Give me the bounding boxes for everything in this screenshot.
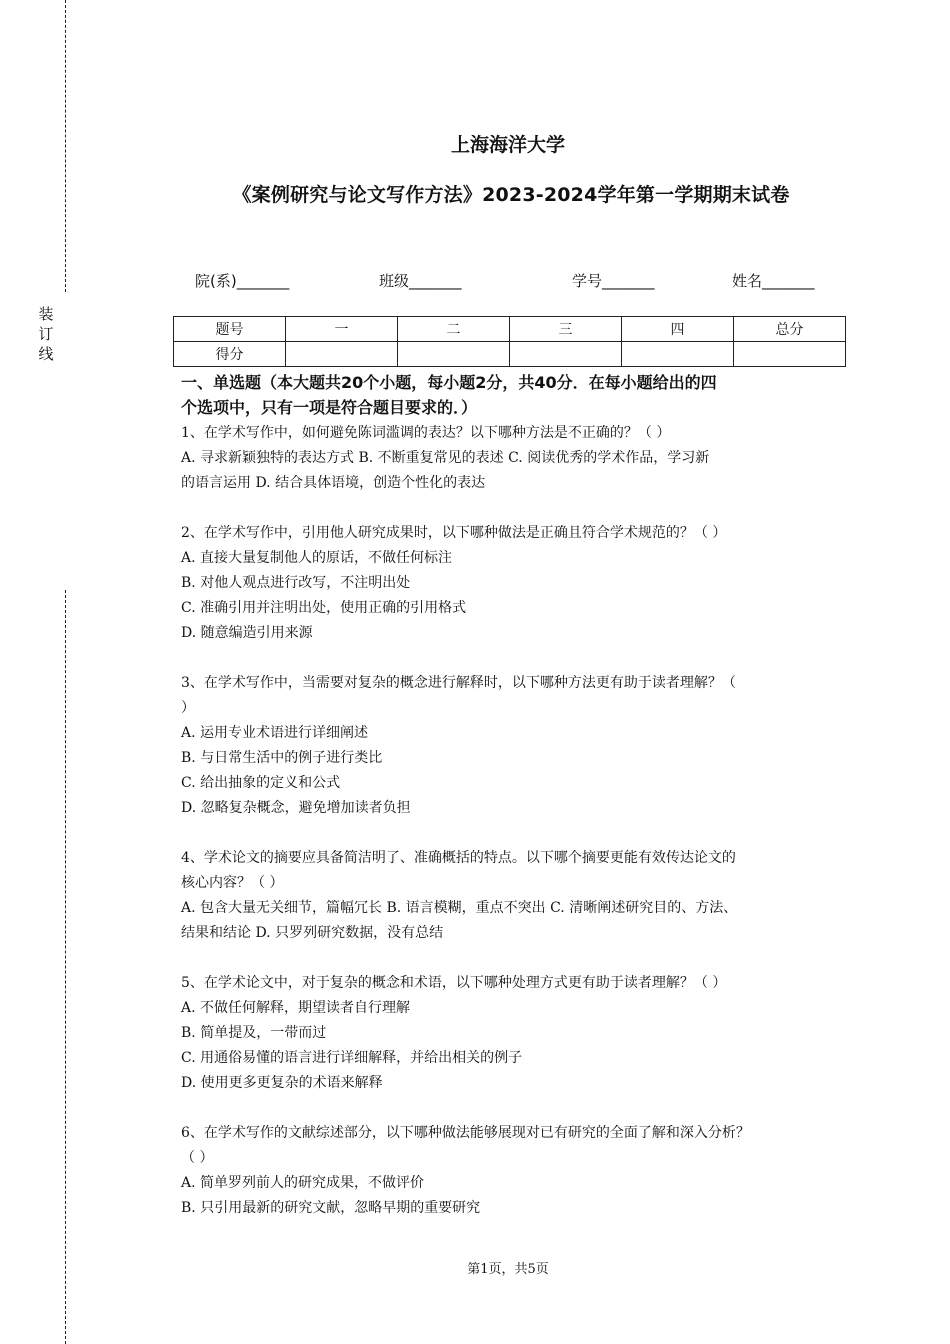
question-line: ） (181, 700, 195, 716)
question-1 (181, 421, 851, 496)
score-header-cell: 一 (286, 317, 398, 342)
question-line: A. 直接大量复制他人的原话，不做任何标注 (181, 550, 453, 566)
class-field: 班级_______ (379, 272, 462, 290)
question-line: 核心内容？（ ） (181, 875, 284, 891)
question-line: A. 寻求新颖独特的表达方式 B. 不断重复常见的表述 C. 阅读优秀的学术作品，学习新 (181, 450, 710, 466)
school-title: 上海海洋大学 (450, 134, 565, 156)
question-line: 5、在学术论文中，对于复杂的概念和术语，以下哪种处理方式更有助于读者理解？（ ） (181, 975, 727, 991)
question-line: B. 对他人观点进行改写，不注明出处 (181, 575, 411, 591)
question-line: D. 随意编造引用来源 (181, 625, 313, 641)
score-cell (734, 342, 846, 367)
question-line: A. 运用专业术语进行详细阐述 (181, 725, 369, 741)
question-line: B. 与日常生活中的例子进行类比 (181, 750, 383, 766)
question-line: 6、在学术写作的文献综述部分，以下哪种做法能够展现对已有研究的全面了解和深入分析？ (181, 1125, 750, 1141)
score-row-label: 得分 (174, 342, 286, 367)
question-5 (181, 971, 851, 1096)
section-heading (181, 370, 851, 420)
score-table (173, 316, 846, 367)
score-cell (510, 342, 622, 367)
score-header-cell: 四 (622, 317, 734, 342)
score-table-header-row (174, 317, 846, 342)
question-line: B. 简单提及，一带而过 (181, 1025, 327, 1041)
section-heading-line: 一、单选题（本大题共20个小题，每小题2分，共40分．在每小题给出的四 (181, 373, 717, 392)
question-line: C. 给出抽象的定义和公式 (181, 775, 341, 791)
question-line: D. 忽略复杂概念，避免增加读者负担 (181, 800, 411, 816)
exam-title: 《案例研究与论文写作方法》2023-2024学年第一学期期末试卷 (232, 184, 790, 206)
binding-label: 装订线 (38, 305, 54, 363)
question-line: 3、在学术写作中，当需要对复杂的概念进行解释时，以下哪种方法更有助于读者理解？（ (181, 675, 736, 691)
question-6 (181, 1121, 851, 1221)
question-2 (181, 521, 851, 646)
question-line: A. 不做任何解释，期望读者自行理解 (181, 1000, 411, 1016)
score-header-cell: 总分 (734, 317, 846, 342)
question-line: 4、学术论文的摘要应具备简洁明了、准确概括的特点。以下哪个摘要更能有效传达论文的 (181, 850, 736, 866)
question-line: （ ） (181, 1150, 214, 1166)
name-field: 姓名_______ (732, 272, 815, 290)
question-line: 2、在学术写作中，引用他人研究成果时，以下哪种做法是正确且符合学术规范的？（ ） (181, 525, 727, 541)
question-line: B. 只引用最新的研究文献，忽略早期的重要研究 (181, 1200, 481, 1216)
section-heading-line: 个选项中，只有一项是符合题目要求的．） (181, 398, 478, 417)
binding-line-bottom (65, 590, 66, 1344)
page-footer: 第1页，共5页 (467, 1262, 549, 1277)
question-line: A. 包含大量无关细节，篇幅冗长 B. 语言模糊，重点不突出 C. 清晰阐述研究目的、方法、 (181, 900, 738, 916)
question-line: C. 准确引用并注明出处，使用正确的引用格式 (181, 600, 467, 616)
question-3 (181, 671, 851, 821)
question-line: 的语言运用 D. 结合具体语境，创造个性化的表达 (181, 475, 486, 491)
score-header-cell: 二 (398, 317, 510, 342)
exam-content (181, 370, 851, 1246)
question-line: A. 简单罗列前人的研究成果，不做评价 (181, 1175, 425, 1191)
score-header-cell: 题号 (174, 317, 286, 342)
score-cell (286, 342, 398, 367)
student-id-field: 学号_______ (572, 272, 655, 290)
question-line: 结果和结论 D. 只罗列研究数据，没有总结 (181, 925, 444, 941)
score-table-score-row (174, 342, 846, 367)
question-4 (181, 846, 851, 946)
question-line: 1、在学术写作中，如何避免陈词滥调的表达？以下哪种方法是不正确的？（ ） (181, 425, 671, 441)
score-header-cell: 三 (510, 317, 622, 342)
department-field: 院(系)_______ (195, 272, 290, 290)
question-line: D. 使用更多更复杂的术语来解释 (181, 1075, 383, 1091)
score-cell (398, 342, 510, 367)
score-cell (622, 342, 734, 367)
question-line: C. 用通俗易懂的语言进行详细解释，并给出相关的例子 (181, 1050, 523, 1066)
